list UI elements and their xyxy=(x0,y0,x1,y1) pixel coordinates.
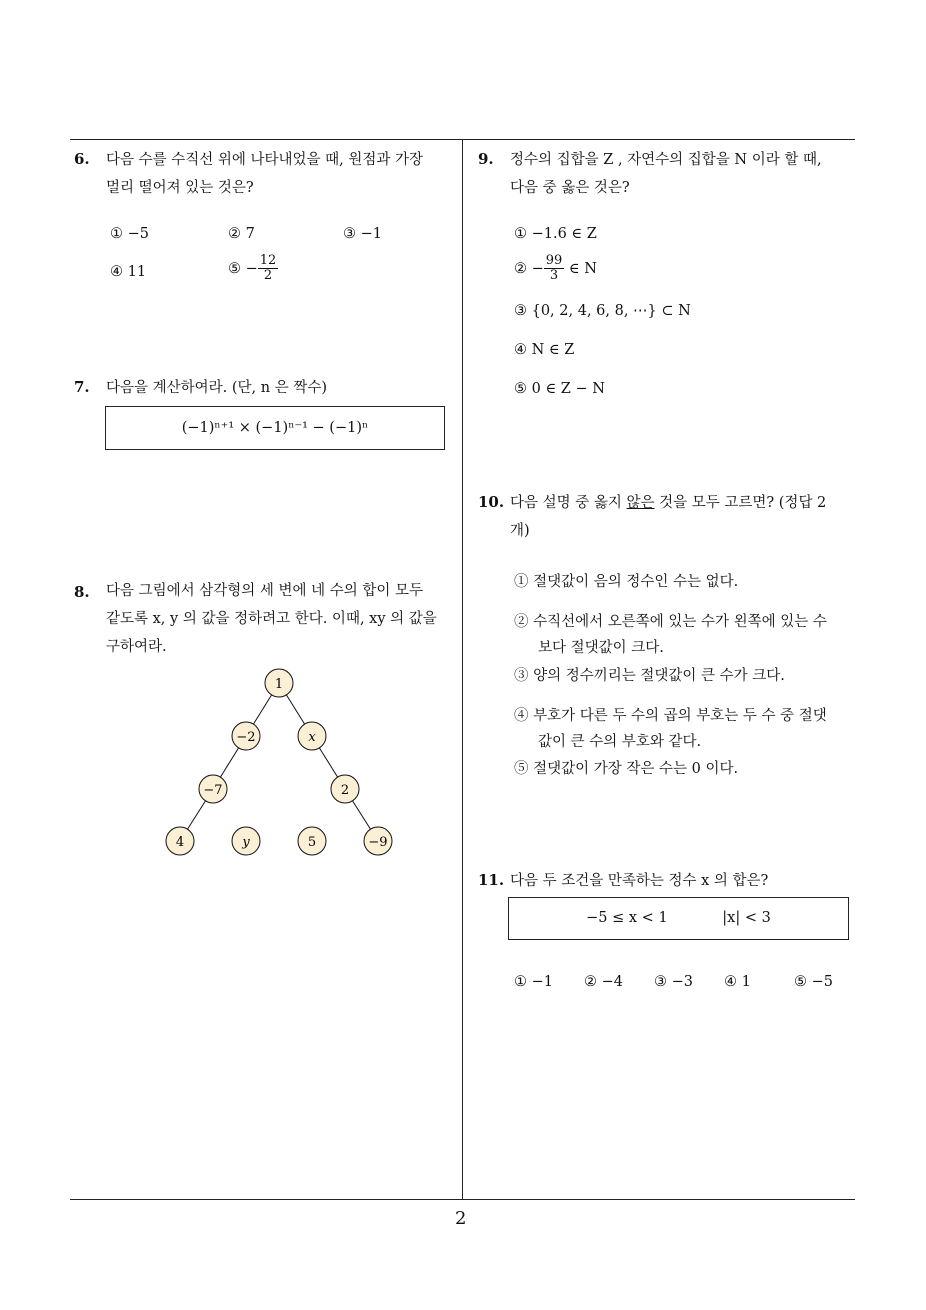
option-4[interactable]: ④ N ∈ Z xyxy=(514,342,575,358)
option-2[interactable]: ② −4 xyxy=(584,974,623,990)
expression-box xyxy=(105,406,445,450)
diagram-node xyxy=(265,669,293,697)
diagram-node-label: y xyxy=(242,835,250,850)
question-text xyxy=(510,146,822,202)
question-number: 11. xyxy=(478,871,505,889)
question-text-line: 정수의 집합을 Z , 자연수의 집합을 N 이라 할 때, xyxy=(510,152,822,168)
question-number: 7. xyxy=(74,378,90,396)
diagram-node-label: −9 xyxy=(368,835,388,850)
question-text-line: 개) xyxy=(510,523,530,539)
diagram-node-label: 1 xyxy=(274,677,284,692)
diagram-node xyxy=(331,775,359,803)
diagram-node xyxy=(298,827,326,855)
condition-2: |x| < 3 xyxy=(722,910,771,926)
option-4[interactable]: ④ 1 xyxy=(724,974,751,990)
diagram-node xyxy=(199,775,227,803)
option-5[interactable]: ⑤ 절댓값이 가장 작은 수는 0 이다. xyxy=(514,761,739,777)
option-5[interactable]: ⑤ −5 xyxy=(794,974,833,990)
question-text-line: 구하여라. xyxy=(106,639,167,655)
diagram-node-label: 4 xyxy=(175,835,185,850)
question-text-line: 같도록 x, y 의 값을 정하려고 한다. 이때, xy 의 값을 xyxy=(106,611,437,627)
question-text xyxy=(510,489,826,545)
option-2[interactable]: ② 수직선에서 오른쪽에 있는 수가 왼쪽에 있는 수 보다 절댓값이 크다. xyxy=(514,614,827,656)
question-text-line: 다음 수를 수직선 위에 나타내었을 때, 원점과 가장 xyxy=(106,152,424,168)
column-divider xyxy=(462,139,463,1200)
option-4[interactable]: ④ 11 xyxy=(110,264,147,280)
question-text xyxy=(106,146,423,202)
option-5[interactable]: ⑤ 0 ∈ Z − N xyxy=(514,381,605,397)
diagram-node-label: −2 xyxy=(236,730,256,745)
emphasis-underline: 않은 xyxy=(626,495,655,511)
condition-box xyxy=(508,897,849,940)
question-text: 다음을 계산하여라. (단, n 은 짝수) xyxy=(106,380,327,396)
fraction: $\frac{99}{3}$ xyxy=(545,253,563,284)
option-1[interactable]: ① −1 xyxy=(514,974,553,990)
question-number: 9. xyxy=(478,150,494,168)
option-3[interactable]: ③ −3 xyxy=(654,974,693,990)
option-1[interactable]: ① −5 xyxy=(110,226,149,242)
condition-1: −5 ≤ x < 1 xyxy=(586,910,668,926)
option-3[interactable]: ③ −1 xyxy=(343,226,382,242)
diagram-node-label: x xyxy=(308,730,316,745)
diagram-node-label: 5 xyxy=(307,835,317,850)
diagram-node xyxy=(298,722,326,750)
diagram-node xyxy=(166,827,194,855)
question-text-line: 멀리 떨어져 있는 것은? xyxy=(106,180,254,196)
fraction: $\frac{12}{2}$ xyxy=(259,253,277,284)
question-number: 6. xyxy=(74,150,90,168)
question-text: 다음 두 조건을 만족하는 정수 x 의 합은? xyxy=(510,873,769,889)
diagram-node xyxy=(232,722,260,750)
option-3[interactable]: ③ {0, 2, 4, 6, 8, ⋯} ⊂ N xyxy=(514,303,691,319)
diagram-node xyxy=(364,827,392,855)
option-5[interactable]: ⑤ − $\frac{12}{2}$ xyxy=(228,253,277,284)
question-text-line: 다음 그림에서 삼각형의 세 변에 네 수의 합이 모두 xyxy=(106,583,424,599)
expression: (−1)ⁿ⁺¹ × (−1)ⁿ⁻¹ − (−1)ⁿ xyxy=(181,420,369,436)
option-2[interactable]: ② 7 xyxy=(228,226,255,242)
option-1[interactable]: ① −1.6 ∈ Z xyxy=(514,226,597,242)
question-number: 10. xyxy=(478,493,505,511)
option-2[interactable]: ② − $\frac{99}{3}$ ∈ N xyxy=(514,253,597,284)
question-text-line: 다음 중 옳은 것은? xyxy=(510,180,630,196)
option-1[interactable]: ① 절댓값이 음의 정수인 수는 없다. xyxy=(514,574,739,590)
diagram-node-label: −7 xyxy=(203,783,223,798)
diagram-node-label: 2 xyxy=(340,783,350,798)
question-text xyxy=(106,577,437,661)
page-number: 2 xyxy=(455,1208,467,1229)
diagram-node xyxy=(232,827,260,855)
question-number: 8. xyxy=(74,583,90,601)
number-triangle-diagram xyxy=(160,664,400,864)
option-4[interactable]: ④ 부호가 다른 두 수의 곱의 부호는 두 수 중 절댓 값이 큰 수의 부호와 같다. xyxy=(514,708,827,750)
question-text-line: 다음 설명 중 옳지 않은 것을 모두 고르면? (정답 2 xyxy=(510,495,827,511)
option-3[interactable]: ③ 양의 정수끼리는 절댓값이 큰 수가 크다. xyxy=(514,668,785,684)
